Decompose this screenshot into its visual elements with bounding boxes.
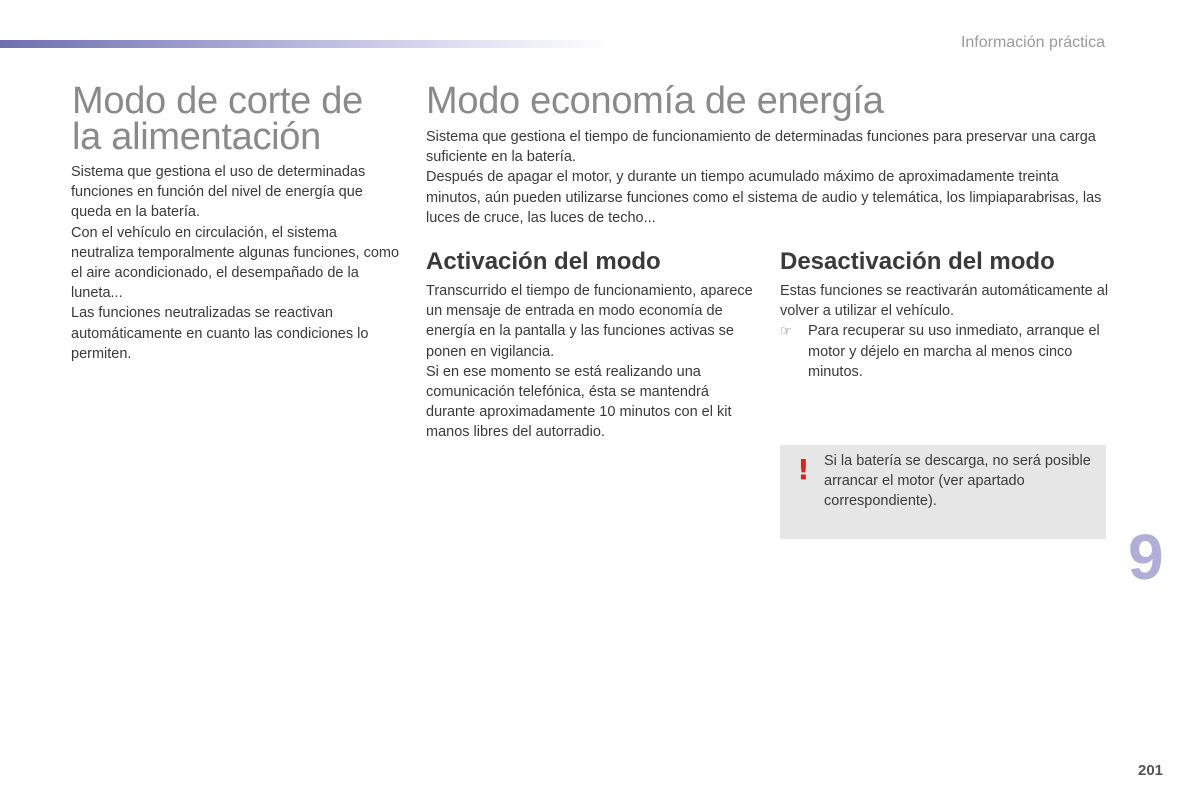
activation-paragraph: Transcurrido el tiempo de funcionamiento, aparece un mensaje de entrada en modo economía de energía en la pantalla y las funciones activas se ponen en vigilancia.: [426, 283, 753, 360]
warning-text: Si la batería se descarga, no será posible arrancar el motor (ver apartado correspondiente).: [824, 453, 1091, 510]
right-paragraph: Después de apagar el motor, y durante un tiempo acumulado máximo de aproximadamente treinta minutos, aún pueden utilizarse funciones como el sistema de audio y telemática, los limpiaparabrisas, las luces de cruce, las luces de techo...: [426, 169, 1102, 226]
activation-paragraph: Si en ese momento se está realizando una comunicación telefónica, ésta se mantendrá durante aproximadamente 10 minutos con el kit manos libres del autorradio.: [426, 363, 732, 441]
right-title: Modo economía de energía: [426, 80, 884, 122]
right-body: [426, 127, 1111, 228]
left-paragraph: Con el vehículo en circulación, el sistema neutraliza temporalmente algunas funciones, como el aire acondicionado, el desempañado de la luneta...: [71, 224, 400, 302]
left-title: Modo de corte de la alimentación: [72, 80, 363, 158]
warning-box: [780, 445, 1106, 539]
left-body: [71, 162, 401, 364]
activation-title: Activación del modo: [426, 248, 661, 275]
header-gradient-bar: [0, 40, 610, 48]
chapter-number: 9: [1128, 521, 1164, 593]
deactivation-intro: Estas funciones se reactivarán automáticamente al volver a utilizar el vehículo.: [780, 283, 1109, 320]
right-paragraph: Sistema que gestiona el tiempo de funcionamiento de determinadas funciones para preservar una carga suficiente en la batería.: [426, 129, 1096, 166]
deactivation-body: [780, 281, 1110, 382]
activation-body: [426, 281, 756, 443]
exclamation-icon: !: [797, 453, 810, 486]
deactivation-title: Desactivación del modo: [780, 248, 1055, 275]
pointing-hand-icon: ☞: [780, 323, 792, 339]
section-label: Información práctica: [960, 34, 1105, 51]
deactivation-bullet: [780, 321, 1110, 382]
page-number: 201: [1138, 762, 1164, 779]
deactivation-bullet-text: Para recuperar su uso inmediato, arranque el motor y déjelo en marcha al menos cinco minutos.: [808, 323, 1100, 380]
left-paragraph: Sistema que gestiona el uso de determinadas funciones en función del nivel de energía que queda en la batería.: [71, 164, 366, 221]
left-paragraph: Las funciones neutralizadas se reactivan automáticamente en cuanto las condiciones lo permiten.: [71, 305, 369, 362]
